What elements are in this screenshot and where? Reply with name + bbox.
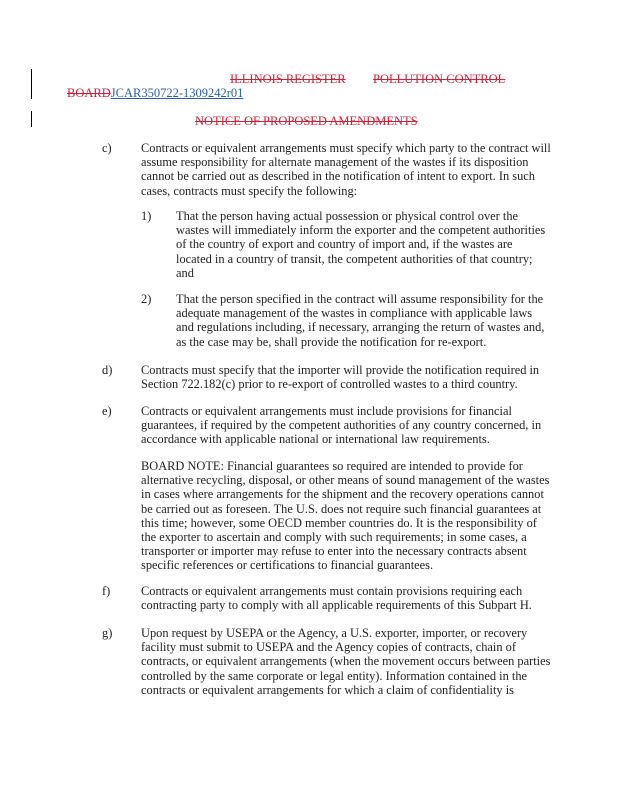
paragraph-c2 [176,292,544,349]
text-line: and [176,265,194,280]
text-line: in cases where arrangements for the shipment and the recovery operations cannot [141,487,544,502]
text-line: transporter or importer may refuse to enter into the necessary contracts absent [141,544,527,559]
text-line: this time; however, some OECD member countries do. It is the responsibility of [141,515,537,530]
text-line: located in a country of transit, the competent authorities of that country; [176,251,533,266]
paragraph-c [141,141,551,198]
text-line: wastes will immediately inform the exporter and the competent authorities [176,223,546,238]
section-label-e: e) [102,404,112,418]
text-line: Section 722.182(c) prior to re-export of controlled wastes to a third country. [141,377,518,392]
section-label-f: f) [102,584,111,598]
jcar-id: JCAR350722-1309242r01 [110,86,244,100]
text-line: guarantees, if required by the competent authorities of any country concerned, in [141,418,542,433]
text-line: specific references or certifications to financial guarantees. [141,558,434,573]
text-line: be carried out as foreseen. The U.S. does not require such financial guarantees at [141,501,542,516]
section-label-g: g) [102,626,113,640]
paragraph-e [141,404,541,447]
text-line: That the person having actual possession or physical control over the [176,209,519,223]
paragraph-g [141,626,550,697]
text-line: adequate management of the wastes in compliance with applicable laws [176,306,533,321]
text-line: Upon request by USEPA or the Agency, a U.S. exporter, importer, or recovery [141,626,528,640]
text-line: BOARD NOTE: Financial guarantees so required are intended to provide for [141,459,523,473]
text-line: cases, contracts must specify the following: [141,183,358,198]
section-label-c: c) [102,141,112,155]
agency-title: POLLUTION CONTROL [373,72,506,86]
change-bar [31,69,32,99]
text-line: controlled by the same corporate or legal entity). Information contained in the [141,668,528,683]
text-line: of the country of export and country of import and, if the wastes are [176,237,513,252]
text-line: contracts or equivalent arrangements for which a claim of confidentiality is [141,682,514,697]
text-line: Contracts or equivalent arrangements must contain provisions requiring each [141,584,523,598]
agency-board: BOARD [67,86,111,100]
text-line: contracting party to comply with all applicable requirements of this Subpart H. [141,598,532,613]
paragraph-note [141,459,549,573]
text-line: alternative recycling, disposal, or other means of sound management of the wastes [141,473,550,488]
text-line: assume responsibility for alternate management of the wastes if its disposition [141,155,529,170]
text-line: Contracts or equivalent arrangements must specify which party to the contract will [141,141,551,155]
section-label-d: d) [102,363,113,377]
paragraph-c1 [176,209,545,280]
text-line: accordance with applicable national or international law requirements. [141,432,490,447]
register-title: ILLINOIS REGISTER [230,72,346,86]
section-label-c1: 1) [141,209,152,223]
text-line: cannot be carried out as described in the notification of intent to export. In such [141,169,535,184]
text-line: Contracts must specify that the importer will provide the notification required in [141,363,540,377]
text-line: facility must submit to USEPA and the Agency copies of contracts, chain of [141,640,516,655]
text-line: Contracts or equivalent arrangements must include provisions for financial [141,404,512,418]
paragraph-d [141,363,539,391]
text-line: the exporter to ascertain and comply with such requirements; in some cases, a [141,530,527,545]
paragraph-f [141,584,532,612]
agency-title-continued [67,86,243,101]
text-line: as the case may be, shall provide the notification for re-export. [176,334,487,349]
section-label-c2: 2) [141,292,152,306]
notice-title: NOTICE OF PROPOSED AMENDMENTS [195,114,418,128]
change-bar [31,111,32,127]
text-line: and regulations including, if necessary, arranging the return of wastes and, [176,320,545,335]
text-line: That the person specified in the contract will assume responsibility for the [176,292,544,306]
text-line: contracts, or equivalent arrangements (when the movement occurs between parties [141,654,551,669]
